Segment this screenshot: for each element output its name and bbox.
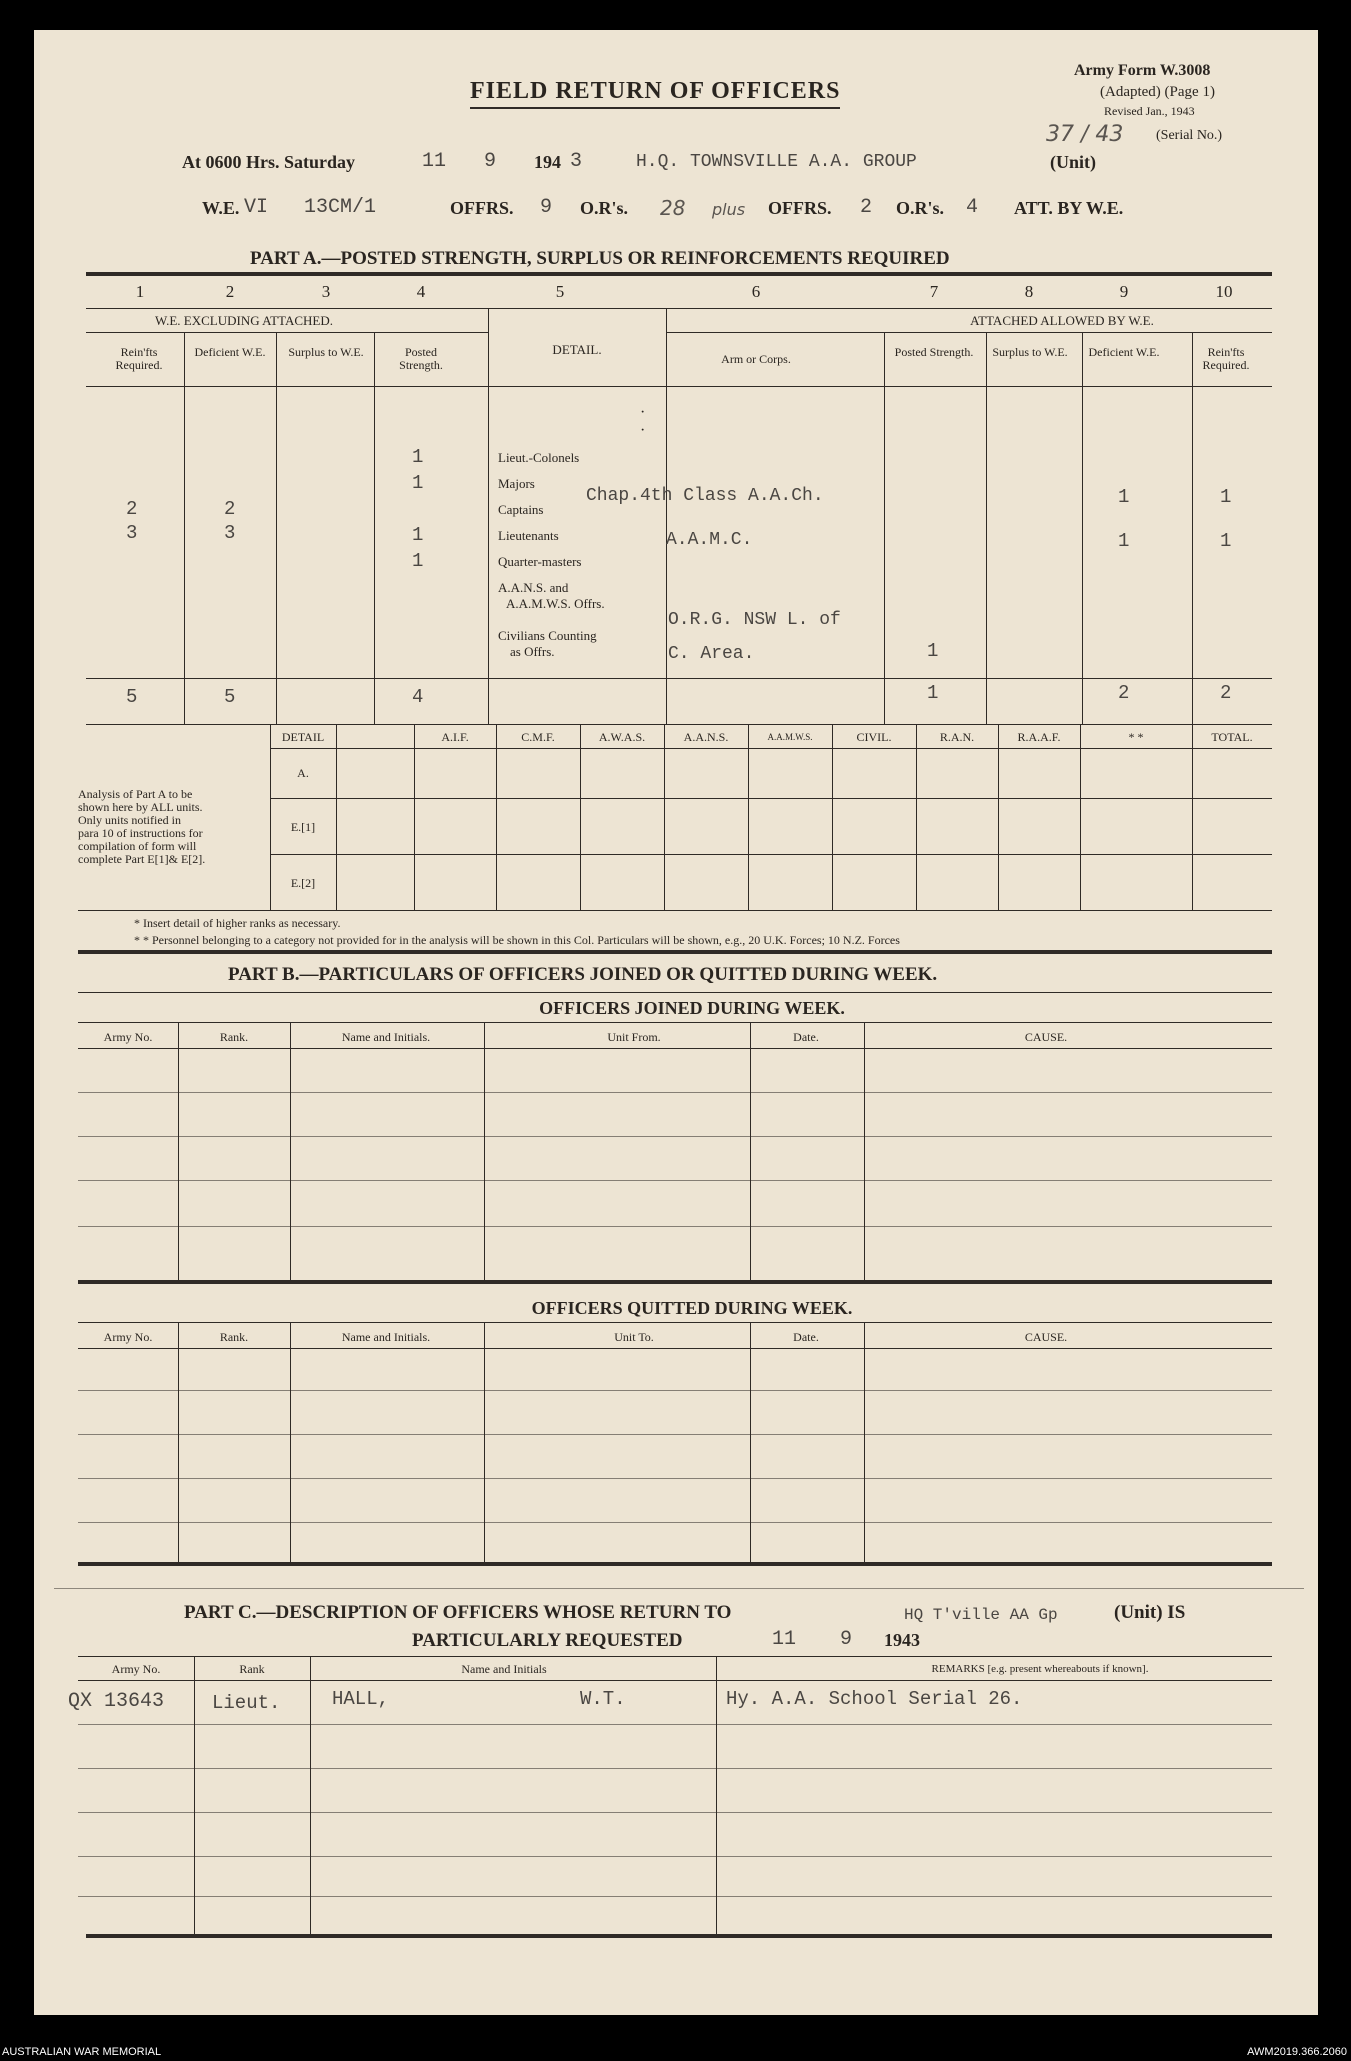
joined-col-name: Name and Initials. [341, 1030, 431, 1044]
footnote-2: * * Personnel belonging to a category not provided for in the analysis will be shown in this Col. Particulars will be shown, e.g., 20 U.K. Forces; 10 N.Z. Forces [134, 933, 900, 947]
quitted-col-unit-to: Unit To. [614, 1330, 654, 1344]
ors-value: 28 [660, 196, 686, 220]
part-c-date-year: 1943 [884, 1630, 920, 1650]
quitted-title: OFFICERS QUITTED DURING WEEK. [531, 1298, 853, 1318]
divider [78, 950, 1272, 954]
analysis-note [78, 788, 205, 866]
divider [78, 1680, 1272, 1681]
ors-label: O.R's. [580, 198, 629, 218]
c-name: HALL, [332, 1688, 390, 1710]
date-year-digit: 3 [570, 150, 583, 173]
def-lt: 3 [224, 522, 236, 544]
ors2-value: 4 [966, 196, 979, 219]
caption-right: AWM2019.366.2060 [1247, 2046, 1347, 2058]
analysis-row-e2: E.[2] [290, 876, 316, 890]
quitted-col-army-no: Army No. [103, 1330, 153, 1344]
divider [78, 1348, 1272, 1349]
posted-maj: 1 [412, 472, 424, 494]
analysis-row-a: A. [297, 766, 309, 780]
we-label: W.E. [202, 198, 240, 218]
part-a-title: PART A.—POSTED STRENGTH, SURPLUS OR REINFORCEMENTS REQUIRED [250, 248, 950, 269]
arm-civ-1: O.R.G. NSW L. of [668, 610, 841, 630]
h-deficient: Deficient W.E. [194, 345, 266, 359]
detail-header: DETAIL. [552, 342, 602, 357]
col-number-8: 8 [1024, 282, 1034, 301]
divider [78, 1226, 1272, 1227]
c-col-army-no: Army No. [111, 1662, 161, 1676]
divider [78, 1478, 1272, 1479]
rank-aamws: A.A.M.W.S. Offrs. [506, 596, 605, 611]
divider [78, 1322, 1272, 1323]
total-posted: 4 [412, 686, 424, 708]
h-arm-corps: Arm or Corps. [721, 352, 791, 366]
divider [916, 724, 917, 910]
c-col-rank: Rank [239, 1662, 265, 1676]
divider [78, 1180, 1272, 1181]
analysis-col-detail: DETAIL [281, 730, 325, 744]
col-number-5: 5 [555, 282, 565, 301]
analysis-col-civil: CIVIL. [856, 730, 892, 744]
total-def-2: 2 [1118, 682, 1130, 704]
rank-aans: A.A.N.S. and [498, 580, 569, 595]
rank-lieutenants: Lieutenants [498, 528, 559, 543]
col-number-3: 3 [321, 282, 331, 301]
reinf2-capt: 1 [1220, 486, 1232, 508]
def2-lt: 1 [1118, 530, 1130, 552]
divider [374, 332, 375, 724]
posted-lc: 1 [412, 446, 424, 468]
divider [496, 724, 497, 910]
analysis-note-line: shown here by ALL units. [78, 800, 203, 814]
divider [78, 1896, 1272, 1897]
h-reinf: Rein'fts Required. [115, 345, 163, 372]
divider [484, 1022, 485, 1280]
analysis-note-line: complete Part E[1]& E[2]. [78, 852, 206, 866]
divider [270, 748, 1272, 749]
we-excluding-header: W.E. EXCLUDING ATTACHED. [155, 313, 333, 328]
quitted-col-name: Name and Initials. [341, 1330, 431, 1344]
analysis-col-other: * * [1128, 730, 1144, 744]
serial-number: 37 / 43 [1046, 122, 1124, 147]
h-posted: Posted Strength. [399, 345, 443, 372]
col-number-2: 2 [225, 282, 235, 301]
total-posted-2: 1 [927, 682, 939, 704]
analysis-note-line: compilation of form will [78, 839, 197, 853]
date-month: 9 [484, 150, 497, 173]
divider [86, 386, 1272, 387]
divider [78, 1724, 1272, 1725]
plus-label: plus [712, 200, 746, 219]
total-deficient: 5 [224, 686, 236, 708]
quitted-col-date: Date. [793, 1330, 819, 1344]
analysis-col-aif: A.I.F. [441, 730, 469, 744]
analysis-col-ran: R.A.N. [939, 730, 975, 744]
quitted-col-rank: Rank. [219, 1330, 249, 1344]
total-reinf-2: 2 [1220, 682, 1232, 704]
posted-lt: 1 [412, 524, 424, 546]
ors2-label: O.R's. [896, 198, 945, 218]
divider [290, 1322, 291, 1562]
divider [276, 332, 277, 724]
divider [270, 854, 1272, 855]
divider [78, 1022, 1272, 1023]
divider [78, 992, 1272, 993]
divider [488, 308, 489, 724]
rank-civilians-2: as Offrs. [510, 644, 555, 659]
col-number-10: 10 [1215, 282, 1233, 301]
h-surplus: Surplus to W.E. [288, 345, 364, 359]
at-label: At 0600 Hrs. Saturday [182, 152, 356, 172]
col-number-7: 7 [929, 282, 939, 301]
army-form-number: Army Form W.3008 [1074, 62, 1211, 79]
analysis-col-awas: A.W.A.S. [598, 730, 646, 744]
divider [270, 798, 1272, 799]
part-c-unit-label: (Unit) IS [1114, 1602, 1186, 1623]
caption-left: AUSTRALIAN WAR MEMORIAL [2, 2046, 162, 2058]
divider [884, 332, 885, 724]
col-number-4: 4 [416, 282, 426, 301]
c-army-no: QX 13643 [68, 1690, 165, 1713]
divider [336, 724, 337, 910]
divider [1192, 724, 1193, 910]
divider [414, 724, 415, 910]
divider [666, 332, 1272, 333]
h-surplus-2: Surplus to W.E. [992, 345, 1068, 359]
divider [270, 724, 271, 910]
divider [666, 308, 667, 724]
divider [86, 272, 1272, 276]
arm-lt: A.A.M.C. [666, 530, 753, 550]
reinf-capt: 2 [126, 498, 138, 520]
h-deficient-2: Deficient W.E. [1088, 345, 1160, 359]
joined-col-army-no: Army No. [103, 1030, 153, 1044]
part-c-unit-value: HQ T'ville AA Gp [904, 1606, 1058, 1624]
divider [290, 1022, 291, 1280]
we-value-2: 13CM/1 [304, 196, 377, 219]
divider [78, 1768, 1272, 1769]
divider [86, 678, 1272, 679]
divider [78, 910, 1272, 911]
reinf-lt: 3 [126, 522, 138, 544]
divider [310, 1656, 311, 1934]
part-c-requested: PARTICULARLY REQUESTED [412, 1630, 683, 1651]
form-paper [34, 30, 1318, 2015]
unit-label: (Unit) [1050, 152, 1096, 172]
divider [78, 1856, 1272, 1857]
def-capt: 2 [224, 498, 236, 520]
reinf2-lt: 1 [1220, 530, 1232, 552]
rank-lieut-colonels: Lieut.-Colonels [498, 450, 580, 465]
page-title: FIELD RETURN OF OFFICERS [470, 78, 840, 109]
analysis-note-line: Analysis of Part A to be [78, 787, 193, 801]
divider [184, 332, 185, 724]
unit-value: H.Q. TOWNSVILLE A.A. GROUP [636, 152, 917, 172]
divider [78, 1136, 1272, 1137]
c-col-remarks: REMARKS [e.g. present whereabouts if known]. [931, 1663, 1149, 1675]
divider [484, 1322, 485, 1562]
def2-capt: 1 [1118, 486, 1130, 508]
rank-captains: Captains [498, 502, 544, 517]
posted2-civ: 1 [927, 640, 939, 662]
analysis-col-cmf: C.M.F. [521, 730, 555, 744]
divider [986, 332, 987, 724]
divider [750, 1022, 751, 1280]
rank-quartermasters: Quarter-masters [498, 554, 582, 569]
divider [78, 1434, 1272, 1435]
form-revised: Revised Jan., 1943 [1104, 104, 1195, 118]
divider [78, 1522, 1272, 1523]
col-number-9: 9 [1119, 282, 1129, 301]
date-day: 11 [422, 150, 447, 173]
divider [86, 1934, 1272, 1938]
divider [716, 1656, 717, 1934]
divider [998, 724, 999, 910]
perforation-line [54, 1588, 1304, 1589]
att-label: ATT. BY W.E. [1014, 198, 1124, 218]
form-adapted: (Adapted) (Page 1) [1100, 84, 1215, 100]
part-c-date-day: 11 [772, 1628, 797, 1651]
divider [86, 308, 1272, 309]
joined-col-date: Date. [793, 1030, 819, 1044]
attached-allowed-header: ATTACHED ALLOWED BY W.E. [970, 313, 1154, 328]
offrs-value: 9 [540, 196, 553, 219]
divider [178, 1322, 179, 1562]
analysis-row-e1: E.[1] [290, 820, 316, 834]
divider [194, 1656, 195, 1934]
total-reinf: 5 [126, 686, 138, 708]
we-value: VI [244, 196, 269, 219]
divider [86, 332, 488, 333]
divider [580, 724, 581, 910]
footnote-1: * Insert detail of higher ranks as necessary. [134, 916, 341, 930]
serial-label: (Serial No.) [1156, 128, 1223, 143]
divider [832, 724, 833, 910]
divider [178, 1022, 179, 1280]
arm-civ-2: C. Area. [668, 644, 755, 664]
analysis-col-aans: A.A.N.S. [683, 730, 729, 744]
divider [78, 1280, 1272, 1284]
analysis-note-line: para 10 of instructions for [78, 826, 203, 840]
divider [1192, 332, 1193, 724]
divider [748, 724, 749, 910]
offrs2-value: 2 [860, 196, 873, 219]
divider [664, 724, 665, 910]
divider [78, 1656, 1272, 1657]
col-number-6: 6 [751, 282, 761, 301]
part-c-date-month: 9 [840, 1628, 853, 1651]
divider [78, 1562, 1272, 1566]
h-reinf-2: Rein'fts Required. [1202, 345, 1250, 372]
asterisk-marks: · · [640, 404, 646, 439]
divider [78, 1092, 1272, 1093]
analysis-note-line: Only units notified in [78, 813, 181, 827]
divider [78, 1812, 1272, 1813]
h-posted-2: Posted Strength. [894, 345, 974, 359]
offrs2-label: OFFRS. [768, 198, 832, 218]
divider [1080, 724, 1081, 910]
c-initials: W.T. [580, 1688, 626, 1710]
date-year-prefix: 194 [534, 152, 561, 172]
c-col-name: Name and Initials [461, 1662, 547, 1676]
divider [864, 1322, 865, 1562]
part-b-title: PART B.—PARTICULARS OF OFFICERS JOINED OR QUITTED DURING WEEK. [228, 964, 938, 985]
rank-civilians: Civilians Counting [498, 628, 597, 643]
analysis-col-raaf: R.A.A.F. [1017, 730, 1061, 744]
part-c-title: PART C.—DESCRIPTION OF OFFICERS WHOSE RETURN TO [184, 1602, 732, 1623]
joined-col-rank: Rank. [219, 1030, 249, 1044]
c-remarks: Hy. A.A. School Serial 26. [726, 1688, 1023, 1710]
divider [86, 724, 1272, 725]
analysis-col-total: TOTAL. [1211, 730, 1253, 744]
arm-capt: Chap.4th Class A.A.Ch. [586, 486, 824, 506]
divider [1082, 332, 1083, 724]
divider [78, 1048, 1272, 1049]
joined-col-cause: CAUSE. [1024, 1030, 1068, 1044]
offrs-label: OFFRS. [450, 198, 514, 218]
c-rank: Lieut. [212, 1692, 281, 1714]
analysis-col-aamws: A.A.M.W.S. [767, 732, 813, 742]
col-number-1: 1 [135, 282, 145, 301]
posted-qm: 1 [412, 550, 424, 572]
joined-col-unit-from: Unit From. [607, 1030, 661, 1044]
rank-majors: Majors [498, 476, 535, 491]
divider [750, 1322, 751, 1562]
quitted-col-cause: CAUSE. [1024, 1330, 1068, 1344]
divider [78, 1390, 1272, 1391]
divider [864, 1022, 865, 1280]
joined-title: OFFICERS JOINED DURING WEEK. [539, 998, 845, 1018]
